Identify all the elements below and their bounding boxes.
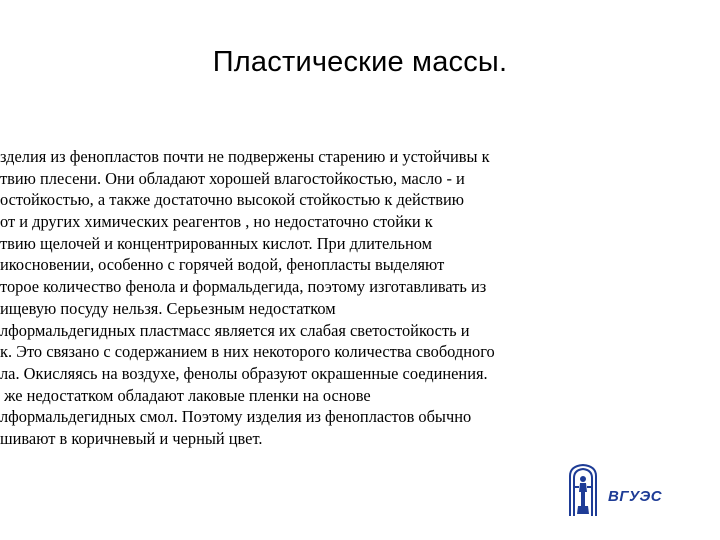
body-line: же недостатком обладают лаковые пленки на основе: [0, 385, 371, 405]
slide-body-text: [0, 146, 720, 450]
body-line: ищевую посуду нельзя. Серьезным недостатком: [0, 298, 336, 318]
body-line: твию щелочей и концентрированных кислот. При длительном: [0, 233, 433, 253]
body-line: твию плесени. Они обладают хорошей влагостойкостью, масло - и: [0, 168, 465, 188]
university-logo: [566, 462, 686, 518]
body-line: лформальдегидных пластмасс является их слабая светостойкость и: [0, 320, 470, 340]
logo-text: ВГУЭС: [608, 488, 663, 505]
body-line: лформальдегидных смол. Поэтому изделия из фенопластов обычно: [0, 407, 472, 427]
slide-title: Пластические массы.: [212, 46, 508, 78]
body-line: торое количество фенола и формальдегида, поэтому изготавливать из: [0, 277, 487, 297]
body-line: остойкостью, а также достаточно высокой стойкостью к действию: [0, 190, 465, 210]
body-line: зделия из фенопластов почти не подвержены старению и устойчивы к: [0, 147, 490, 166]
body-line: шивают в коричневый и черный цвет.: [0, 428, 263, 448]
body-line: ла. Окисляясь на воздухе, фенолы образуют окрашенные соединения.: [0, 363, 488, 383]
university-emblem-icon: [566, 462, 600, 518]
body-line: к. Это связано с содержанием в них некоторого количества свободного: [0, 342, 495, 362]
body-line: от и других химических реагентов , но недостаточно стойки к: [0, 212, 433, 232]
body-line: икосновении, особенно с горячей водой, фенопласты выделяют: [0, 255, 445, 275]
